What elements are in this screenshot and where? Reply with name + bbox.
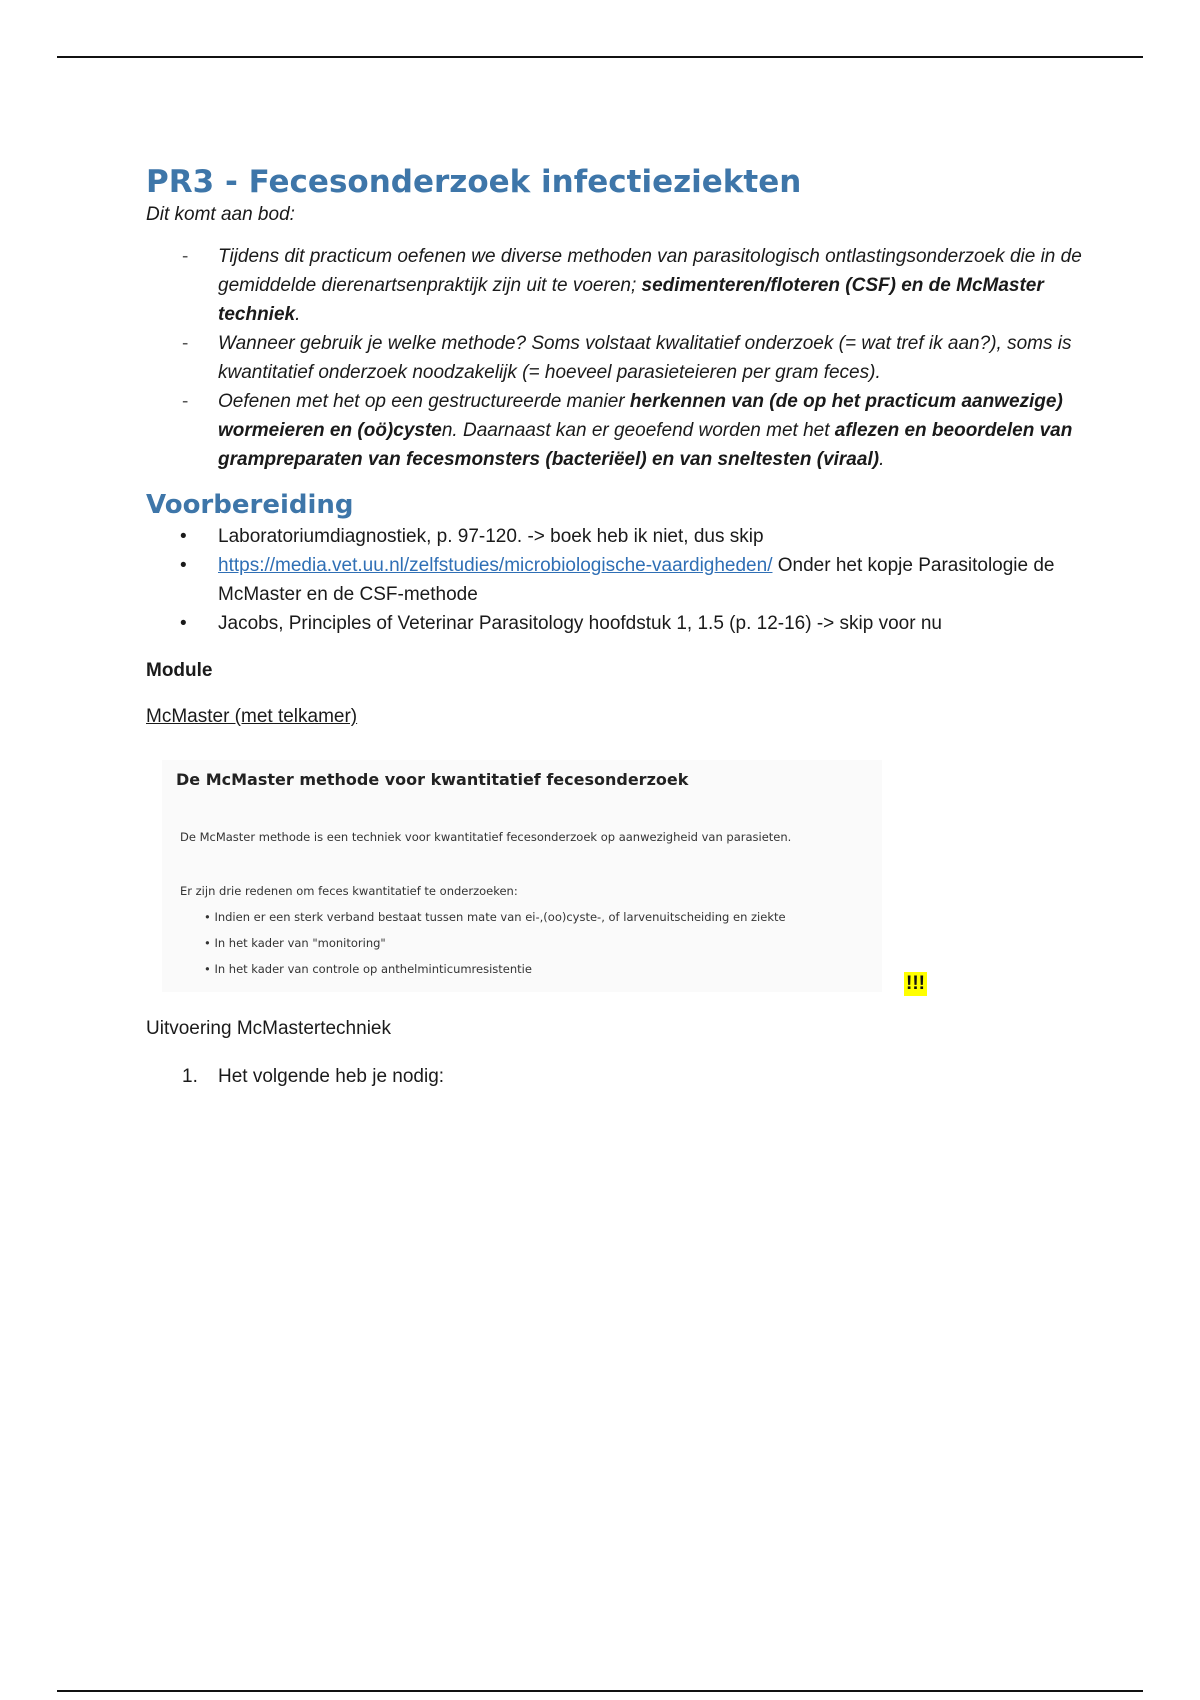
mcmaster-heading: McMaster (met telkamer) (146, 706, 358, 727)
bullet-marker: • (180, 613, 187, 634)
list-item: • Laboratoriumdiagnostiek, p. 97-120. -> boek heb ik niet, dus skip (146, 522, 1086, 551)
execution-heading: Uitvoering McMastertechniek (146, 1018, 391, 1039)
list-item: 1. Het volgende heb je nodig: (146, 1064, 444, 1090)
figure-bullet: • In het kader van controle op anthelminticumresistentie (204, 962, 532, 976)
list-item: • Jacobs, Principles of Veterinar Parasitology hoofdstuk 1, 1.5 (p. 12-16) -> skip voor nu (146, 609, 1086, 638)
dash-marker: - (182, 246, 189, 267)
figure-title: De McMaster methode voor kwantitatief fecesonderzoek (176, 770, 689, 789)
section-heading-voorbereiding: Voorbereiding (146, 490, 354, 520)
list-item: - Oefenen met het op een gestructureerde manier herkennen van (de op het practicum aanwezige) wormeieren en (oö)cysten. Daarnaast kan er geoefend worden met het aflezen en beoordelen van grampreparaten van fecesmonsters (bacteriëel) en van sneltesten (viraal). (146, 387, 1086, 474)
bullet-marker: • (180, 526, 187, 547)
module-label: Module (146, 660, 213, 681)
figure-line: De McMaster methode is een techniek voor kwantitatief fecesonderzoek op aanwezigheid van parasieten. (180, 830, 792, 844)
media-vet-link[interactable]: https://media.vet.uu.nl/zelfstudies/microbiologische-vaardigheden/ (218, 555, 773, 576)
highlight-mark: !!! (906, 973, 925, 994)
figure-bullet: • Indien er een sterk verband bestaat tussen mate van ei-,(oo)cyste-, of larvenuitscheiding en ziekte (204, 910, 786, 924)
figure-bullet: • In het kader van "monitoring" (204, 936, 386, 950)
mcmaster-figure (162, 760, 882, 992)
steps-list (146, 1064, 444, 1090)
footer-rule (57, 1690, 1143, 1692)
intro-text: Dit komt aan bod: (146, 204, 295, 225)
step-number: 1. (182, 1066, 198, 1087)
list-item: - Tijdens dit practicum oefenen we diverse methoden van parasitologisch ontlastingsonderzoek die in de gemiddelde dierenartsenpraktijk zijn uit te voeren; sedimenteren/floteren (CSF) en de McMaster techniek. (146, 242, 1086, 329)
dash-marker: - (182, 391, 189, 412)
list-item: • https://media.vet.uu.nl/zelfstudies/microbiologische-vaardigheden/ Onder het kopje Parasitologie de McMaster en de CSF-methode (146, 551, 1086, 609)
document-body (146, 162, 1086, 730)
dash-marker: - (182, 333, 189, 354)
figure-line: Er zijn drie redenen om feces kwantitatief te onderzoeken: (180, 884, 518, 898)
header-rule (57, 56, 1143, 58)
preparation-list (146, 522, 1086, 638)
list-item: - Wanneer gebruik je welke methode? Soms volstaat kwalitatief onderzoek (= wat tref ik aan?), soms is kwantitatief onderzoek noodzakelijk (= hoeveel parasieteieren per gram feces). (146, 329, 1086, 387)
page-title: PR3 - Fecesonderzoek infectieziekten (146, 164, 802, 200)
bullet-marker: • (180, 555, 187, 576)
goals-list (146, 242, 1086, 474)
